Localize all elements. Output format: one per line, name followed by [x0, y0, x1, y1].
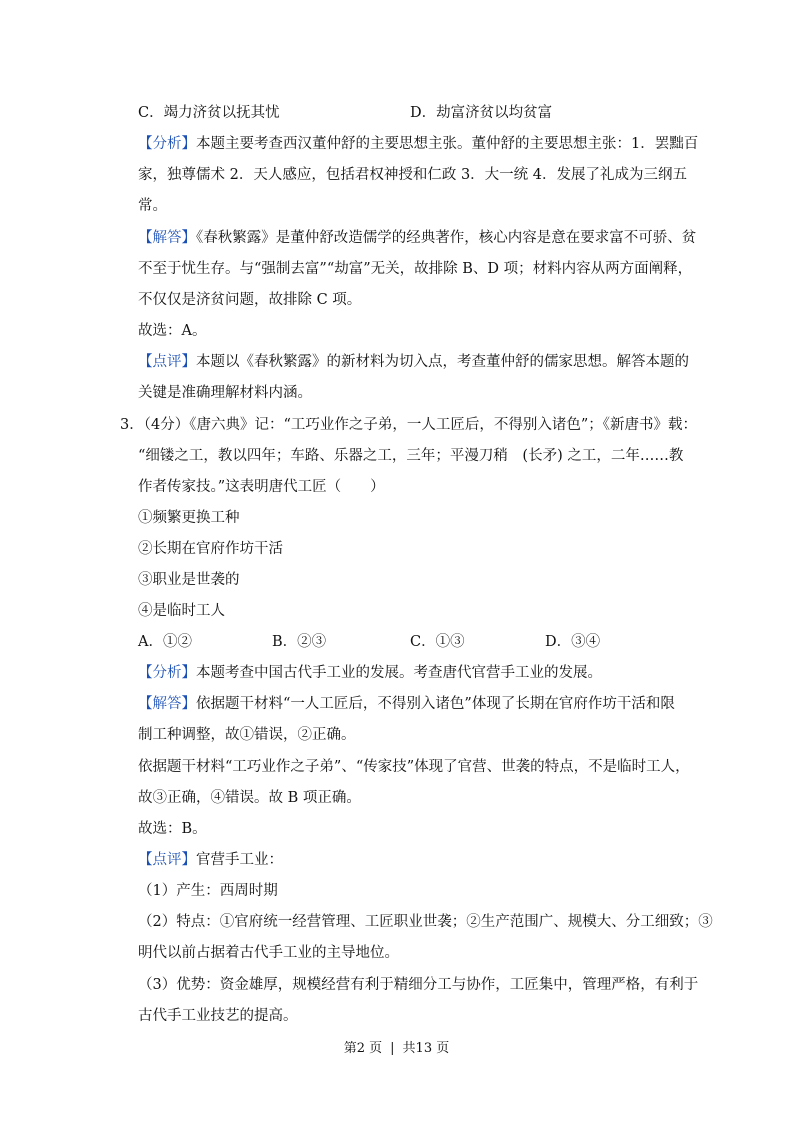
q3-comment-line-3: 明代以前占据着古代手工业的主导地位。 [138, 945, 399, 961]
prev-answer-line-2: 不至于忧生存。与“强制去富”“劫富”无关，故排除 B、D 项；材料内容从两方面阐释， [138, 261, 693, 277]
statement-3: ③职业是世袭的 [138, 572, 240, 588]
analysis-tag: 【分析】 [138, 665, 196, 681]
page-footer [0, 1040, 793, 1058]
option-c: C．①③ [410, 634, 465, 650]
answer-tag: 【解答】 [138, 696, 196, 712]
answer-tag: 【解答】 [138, 230, 196, 246]
prev-comment-line-2: 关键是准确理解材料内涵。 [138, 385, 312, 401]
q3-analysis: 【分析】本题考查中国古代手工业的发展。考查唐代官营手工业的发展。 [138, 665, 602, 681]
question-3-stem-line-1: 3．（4分）《唐六典》记：“工巧业作之子弟，一人工匠后，不得别入诸色”；《新唐书》载： [120, 417, 698, 433]
q3-comment-title: 【点评】官营手工业： [138, 852, 283, 868]
comment-tag: 【点评】 [138, 852, 196, 868]
q3-answer-line-2: 制工种调整，故①错误，②正确。 [138, 727, 356, 743]
question-3-stem-line-3: 作者传家技。”这表明唐代工匠（ ） [138, 479, 385, 495]
q3-answer-line-1: 【解答】依据题干材料“一人工匠后，不得别入诸色”体现了长期在官府作坊干活和限 [138, 696, 675, 712]
prev-analysis-line-1: 【分析】本题主要考查西汉董仲舒的主要思想主张。董仲舒的主要思想主张：1．罢黜百 [138, 136, 699, 152]
question-3-stem-line-2: “细镂之工，教以四年；车路、乐器之工，三年；平漫刀稍 (长矛) 之工，二年……教 [138, 448, 684, 464]
comment-tag: 【点评】 [138, 354, 196, 370]
q3-comment-line-5: 古代手工业技艺的提高。 [138, 1008, 298, 1024]
prev-answer-line-3: 不仅仅是济贫问题，故排除 C 项。 [138, 292, 362, 308]
option-d: D．③④ [545, 634, 601, 650]
prev-answer-choice: 故选：A。 [138, 323, 207, 339]
statement-4: ④是临时工人 [138, 603, 225, 619]
analysis-tag: 【分析】 [138, 136, 196, 152]
option-a: A．①② [138, 634, 192, 650]
q3-comment-line-1: （1）产生：西周时期 [138, 883, 278, 899]
page-number: 第2 页 [343, 1041, 383, 1056]
q3-answer-line-3: 依据题干材料“工巧业作之子弟”、“传家技”体现了官营、世袭的特点，不是临时工人， [138, 759, 690, 775]
page-total: 共13 页 [402, 1041, 450, 1056]
footer-separator: | [390, 1041, 395, 1056]
option-b: B．②③ [272, 634, 327, 650]
q3-answer-choice: 故选：B。 [138, 821, 207, 837]
q3-answer-line-4: 故③正确，④错误。故 B 项正确。 [138, 790, 361, 806]
q3-comment-line-4: （3）优势：资金雄厚，规模经营有利于精细分工与协作，工匠集中，管理严格，有利于 [138, 977, 699, 993]
statement-1: ①频繁更换工种 [138, 510, 240, 526]
prev-answer-line-1: 【解答】《春秋繁露》是董仲舒改造儒学的经典著作，核心内容是意在要求富不可骄、贫 [138, 230, 697, 246]
q3-comment-line-2: （2）特点：①官府统一经营管理、工匠职业世袭；②生产范围广、规模大、分工细致；③ [138, 914, 713, 930]
option-c-prev: C．竭力济贫以抚其忧 [138, 105, 280, 121]
option-d-prev: D．劫富济贫以均贫富 [410, 105, 553, 121]
prev-analysis-line-3: 常。 [138, 198, 167, 214]
prev-analysis-line-2: 家，独尊儒术 2．天人感应，包括君权神授和仁政 3．大一统 4．发展了礼成为三纲五 [138, 167, 688, 183]
prev-comment-line-1: 【点评】本题以《春秋繁露》的新材料为切入点，考查董仲舒的儒家思想。解答本题的 [138, 354, 689, 370]
statement-2: ②长期在官府作坊干活 [138, 541, 283, 557]
